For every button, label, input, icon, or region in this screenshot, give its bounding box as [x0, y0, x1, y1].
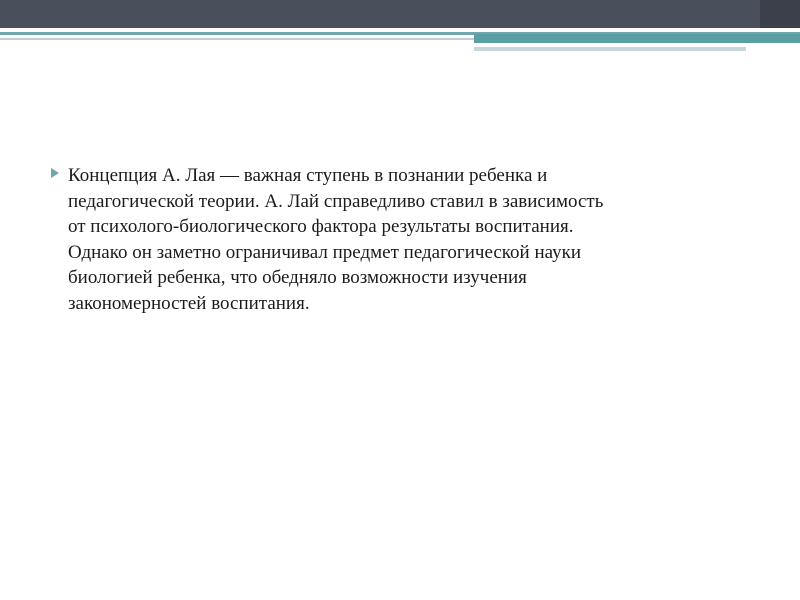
- header-band-corner: [760, 0, 800, 28]
- accent-stripe-light: [474, 47, 746, 51]
- triangle-bullet-icon: [51, 168, 59, 178]
- accent-stripe-teal: [474, 34, 800, 43]
- header-band: [0, 0, 800, 28]
- accent-stripe-gray: [0, 38, 474, 40]
- slide-body-text: Концепция А. Лая — важная ступень в познании ребенка и педагогической теории. А. Лай справедливо ставил в зависимость от психолого-биологического фактора результаты воспитания. Однако он заметно ограничивал предмет педагогической науки биологией ребенка, что обедняло возможности изучения закономерностей воспитания.: [68, 165, 604, 314]
